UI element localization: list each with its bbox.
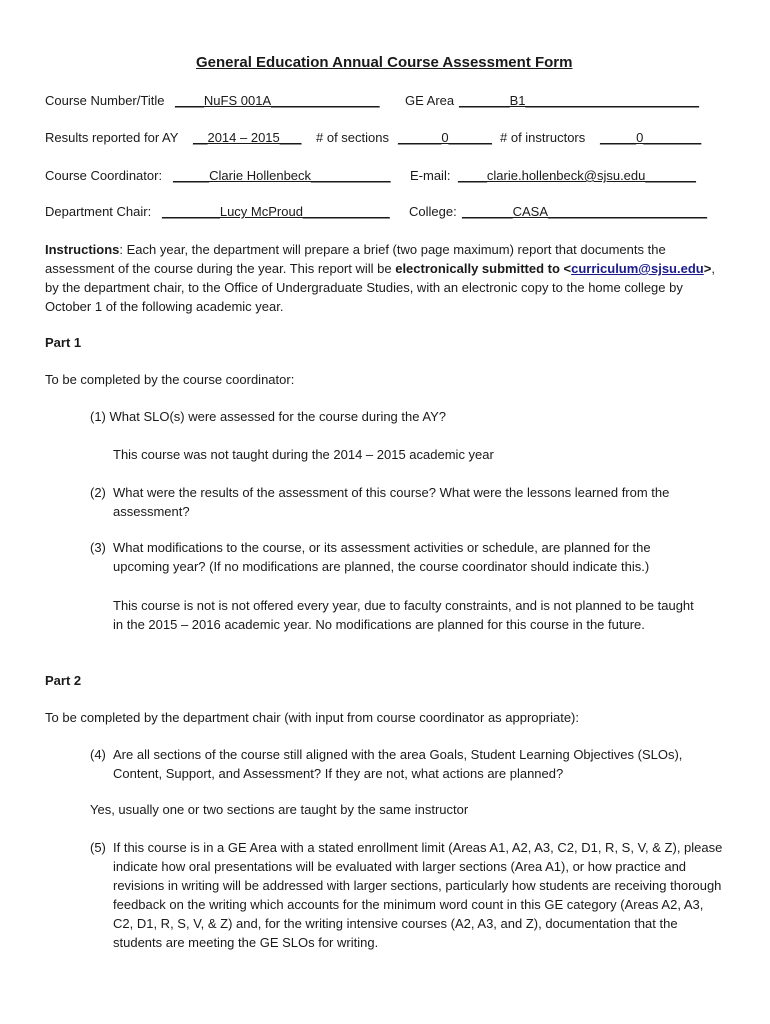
ge-area-value: _______B1________________________ [459,93,700,108]
sections-value: ______0______ [398,130,492,145]
coordinator-value: _____Clarie Hollenbeck___________ [173,168,391,183]
part-1-intro: To be completed by the course coordinator: [45,372,295,387]
email-value: ____clarie.hollenbeck@sjsu.edu_______ [458,168,696,183]
instructions-bold-text: electronically submitted to < [395,261,572,276]
question-5-number: (5) [90,840,106,855]
part-2-heading: Part 2 [45,673,82,688]
answer-4: Yes, usually one or two sections are taught by the same instructor [90,802,469,817]
question-5: If this course is in a GE Area with a stated enrollment limit (Areas A1, A2, A3, C2, D1, R, S, V, & Z), please indicate how oral presentations will be evaluated with larger sections (Area A1), or how practice and revisions in writing will be addressed with larger sections, particularly how students are receiving thorough feedback on the writing which accounts for the minimum word count in this GE category (Areas A2, A3, C2, D1, R, S, V, & Z) and, for the writing intensive courses (A2, A3, and Z), documentation that the students are meeting the GE SLOs for writing. [113,840,723,950]
instructors-label: # of instructors [500,130,586,145]
part-2-intro: To be completed by the department chair (with input from course coordinator as appropriate): [45,710,579,725]
question-4-number: (4) [90,747,106,762]
part-1-heading: Part 1 [45,335,82,350]
question-1: (1) What SLO(s) were assessed for the course during the AY? [90,409,446,424]
question-2: What were the results of the assessment of this course? What were the lessons learned from the assessment? [113,485,670,519]
instructions-paragraph [45,240,725,316]
chair-value: ________Lucy McProud____________ [162,204,390,219]
college-value: _______CASA______________________ [462,204,708,219]
question-3-number: (3) [90,540,106,555]
question-3: What modifications to the course, or its assessment activities or schedule, are planned for the upcoming year? (If no modifications are planned, the course coordinator should indicate this.) [113,540,651,574]
instructors-value: _____0________ [600,130,702,145]
college-label: College: [409,204,457,219]
answer-3: This course is not is not offered every year, due to faculty constraints, and is not planned to be taught in the 2015 – 2016 academic year. No modifications are planned for this course in the future. [113,598,694,632]
sections-label: # of sections [316,130,389,145]
question-4: Are all sections of the course still aligned with the area Goals, Student Learning Objectives (SLOs), Content, Support, and Assessment? If they are not, what actions are planned? [113,747,683,781]
answer-1: This course was not taught during the 2014 – 2015 academic year [113,447,494,462]
chair-label: Department Chair: [45,204,152,219]
curriculum-email-link[interactable]: curriculum@sjsu.edu [571,261,704,276]
course-number-value: ____NuFS 001A_______________ [175,93,380,108]
instructions-text-1: : Each year, the department will prepare a brief (two page maximum) report that documents the assessment of the course during the year. This report will be [45,242,666,276]
results-ay-label: Results reported for AY [45,130,179,145]
page-title: General Education Annual Course Assessment Form [196,54,573,71]
results-ay-value: __2014 – 2015___ [193,130,302,145]
instructions-label: Instructions [45,242,120,257]
instructions-text-2: , by the department chair, to the Office of Undergraduate Studies, with an electronic copy to the home college by October 1 of the following academic year. [45,261,715,314]
question-2-number: (2) [90,485,106,500]
ge-area-label: GE Area [405,93,455,108]
instructions-bold-close: > [703,261,712,276]
coordinator-label: Course Coordinator: [45,168,163,183]
course-number-label: Course Number/Title [45,93,165,108]
email-label: E-mail: [410,168,451,183]
